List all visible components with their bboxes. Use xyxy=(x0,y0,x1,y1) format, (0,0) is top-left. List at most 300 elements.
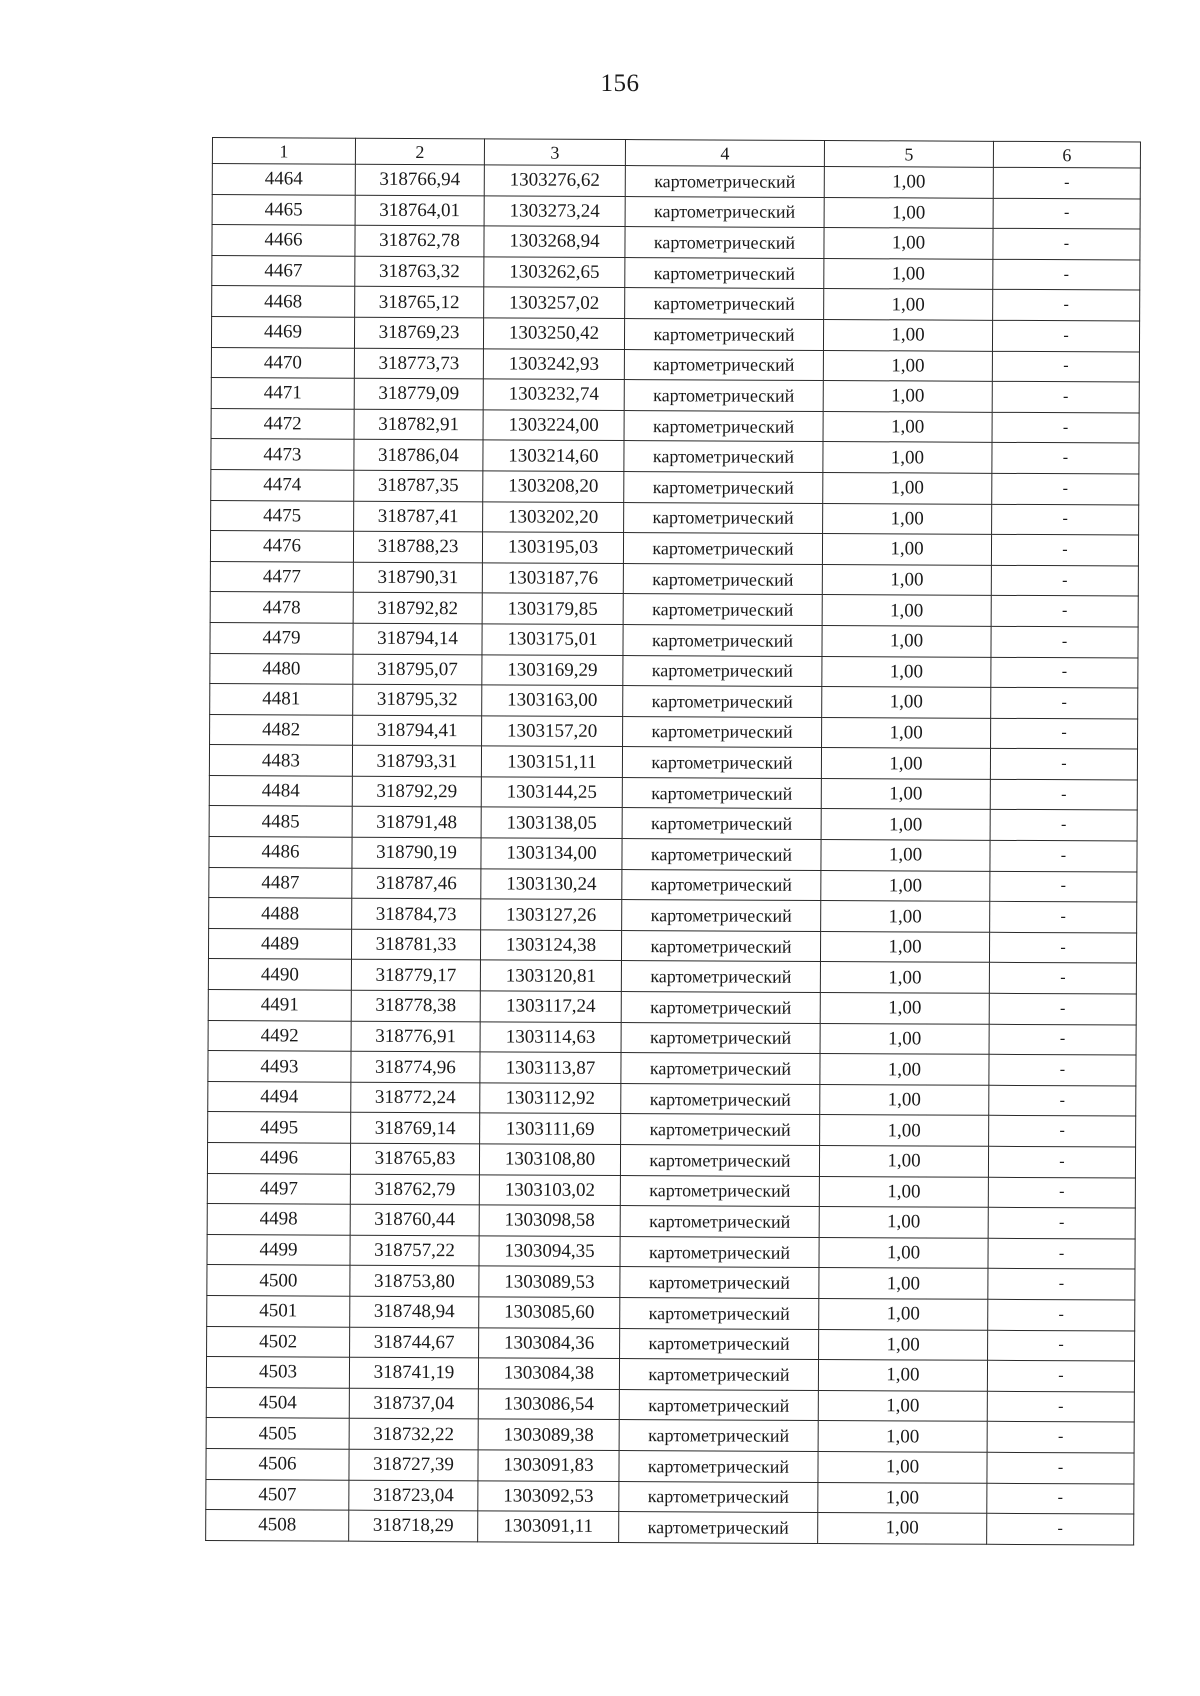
x-coordinate-cell: 318763,32 xyxy=(355,256,484,287)
x-coordinate-cell: 318784,73 xyxy=(352,898,481,929)
x-coordinate-cell: 318744,67 xyxy=(350,1327,479,1358)
accuracy-cell: 1,00 xyxy=(819,1145,988,1176)
accuracy-cell: 1,00 xyxy=(823,503,992,534)
y-coordinate-cell: 1303111,69 xyxy=(480,1113,621,1144)
method-cell: картометрический xyxy=(619,1481,818,1513)
x-coordinate-cell: 318774,96 xyxy=(351,1051,480,1082)
y-coordinate-cell: 1303224,00 xyxy=(483,410,624,441)
note-cell: - xyxy=(991,565,1138,596)
x-coordinate-cell: 318764,01 xyxy=(355,195,484,226)
table-row xyxy=(207,1295,1135,1330)
note-cell: - xyxy=(991,534,1138,565)
column-header: 1 xyxy=(212,138,355,165)
x-coordinate-cell: 318769,14 xyxy=(351,1113,480,1144)
accuracy-cell: 1,00 xyxy=(820,993,989,1024)
method-cell: картометрический xyxy=(620,1206,819,1238)
table-row xyxy=(207,1234,1135,1269)
point-number-cell: 4488 xyxy=(209,898,352,929)
y-coordinate-cell: 1303098,58 xyxy=(479,1205,620,1236)
x-coordinate-cell: 318778,38 xyxy=(351,990,480,1021)
point-number-cell: 4497 xyxy=(207,1173,350,1204)
x-coordinate-cell: 318781,33 xyxy=(351,929,480,960)
method-cell: картометрический xyxy=(625,166,824,198)
y-coordinate-cell: 1303151,11 xyxy=(481,746,622,777)
point-number-cell: 4496 xyxy=(207,1142,350,1173)
table-row xyxy=(208,1081,1136,1116)
method-cell: картометрический xyxy=(619,1512,818,1544)
accuracy-cell: 1,00 xyxy=(823,472,992,503)
table-row xyxy=(212,194,1140,229)
method-cell: картометрический xyxy=(621,1022,820,1054)
method-cell: картометрический xyxy=(622,808,821,840)
y-coordinate-cell: 1303117,24 xyxy=(480,991,621,1022)
note-cell: - xyxy=(988,1299,1135,1330)
table-row xyxy=(211,408,1139,443)
y-coordinate-cell: 1303084,38 xyxy=(478,1358,619,1389)
table-row xyxy=(208,928,1136,963)
accuracy-cell: 1,00 xyxy=(818,1451,987,1482)
x-coordinate-cell: 318737,04 xyxy=(349,1388,478,1419)
note-cell: - xyxy=(987,1391,1134,1422)
note-cell: - xyxy=(987,1483,1134,1514)
note-cell: - xyxy=(992,443,1139,474)
method-cell: картометрический xyxy=(625,288,824,320)
y-coordinate-cell: 1303157,20 xyxy=(482,716,623,747)
point-number-cell: 4487 xyxy=(209,867,352,898)
y-coordinate-cell: 1303113,87 xyxy=(480,1052,621,1083)
note-cell: - xyxy=(988,1146,1135,1177)
y-coordinate-cell: 1303242,93 xyxy=(483,348,624,379)
table-row xyxy=(208,1112,1136,1147)
note-cell: - xyxy=(989,1116,1136,1147)
table-row xyxy=(211,316,1139,351)
method-cell: картометрический xyxy=(622,869,821,901)
table-row xyxy=(211,469,1139,504)
point-number-cell: 4508 xyxy=(206,1510,349,1541)
table-row xyxy=(212,164,1140,199)
y-coordinate-cell: 1303134,00 xyxy=(481,838,622,869)
method-cell: картометрический xyxy=(625,227,824,259)
note-cell: - xyxy=(991,687,1138,718)
note-cell: - xyxy=(993,290,1140,321)
x-coordinate-cell: 318790,19 xyxy=(352,837,481,868)
accuracy-cell: 1,00 xyxy=(822,656,991,687)
method-cell: картометрический xyxy=(624,380,823,412)
note-cell: - xyxy=(992,504,1139,535)
y-coordinate-cell: 1303262,65 xyxy=(484,257,625,288)
note-cell: - xyxy=(991,626,1138,657)
point-number-cell: 4493 xyxy=(208,1051,351,1082)
method-cell: картометрический xyxy=(623,716,822,748)
note-cell: - xyxy=(991,718,1138,749)
note-cell: - xyxy=(988,1238,1135,1269)
point-number-cell: 4506 xyxy=(206,1448,349,1479)
x-coordinate-cell: 318794,41 xyxy=(353,715,482,746)
x-coordinate-cell: 318795,07 xyxy=(353,654,482,685)
table-row xyxy=(210,653,1138,688)
x-coordinate-cell: 318760,44 xyxy=(350,1204,479,1235)
accuracy-cell: 1,00 xyxy=(820,931,989,962)
point-number-cell: 4481 xyxy=(210,684,353,715)
accuracy-cell: 1,00 xyxy=(824,289,993,320)
y-coordinate-cell: 1303091,83 xyxy=(478,1450,619,1481)
y-coordinate-cell: 1303089,53 xyxy=(479,1266,620,1297)
accuracy-cell: 1,00 xyxy=(822,717,991,748)
table-row xyxy=(206,1479,1134,1514)
point-number-cell: 4473 xyxy=(211,439,354,470)
accuracy-cell: 1,00 xyxy=(823,350,992,381)
table-row xyxy=(206,1357,1134,1392)
table-row xyxy=(207,1265,1135,1300)
method-cell: картометрический xyxy=(622,839,821,871)
point-number-cell: 4482 xyxy=(210,714,353,745)
note-cell: - xyxy=(988,1177,1135,1208)
table-body xyxy=(206,164,1141,1545)
x-coordinate-cell: 318790,31 xyxy=(353,562,482,593)
point-number-cell: 4489 xyxy=(208,928,351,959)
accuracy-cell: 1,00 xyxy=(822,595,991,626)
note-cell: - xyxy=(987,1513,1134,1544)
column-header: 6 xyxy=(993,141,1140,168)
coordinates-table xyxy=(205,137,1141,1545)
method-cell: картометрический xyxy=(621,961,820,993)
point-number-cell: 4480 xyxy=(210,653,353,684)
point-number-cell: 4465 xyxy=(212,194,355,225)
note-cell: - xyxy=(991,596,1138,627)
table-row xyxy=(207,1204,1135,1239)
accuracy-cell: 1,00 xyxy=(819,1176,988,1207)
x-coordinate-cell: 318779,17 xyxy=(351,960,480,991)
point-number-cell: 4498 xyxy=(207,1204,350,1235)
point-number-cell: 4483 xyxy=(209,745,352,776)
table-row xyxy=(211,439,1139,474)
note-cell: - xyxy=(989,1055,1136,1086)
table-row xyxy=(212,255,1140,290)
x-coordinate-cell: 318792,82 xyxy=(353,593,482,624)
x-coordinate-cell: 318762,78 xyxy=(355,225,484,256)
method-cell: картометрический xyxy=(624,349,823,381)
method-cell: картометрический xyxy=(621,1053,820,1085)
x-coordinate-cell: 318727,39 xyxy=(349,1449,478,1480)
table-row xyxy=(210,684,1138,719)
point-number-cell: 4486 xyxy=(209,837,352,868)
y-coordinate-cell: 1303120,81 xyxy=(480,960,621,991)
note-cell: - xyxy=(988,1207,1135,1238)
accuracy-cell: 1,00 xyxy=(822,564,991,595)
y-coordinate-cell: 1303124,38 xyxy=(480,930,621,961)
x-coordinate-cell: 318772,24 xyxy=(351,1082,480,1113)
note-cell: - xyxy=(990,749,1137,780)
accuracy-cell: 1,00 xyxy=(821,778,990,809)
accuracy-cell: 1,00 xyxy=(824,258,993,289)
note-cell: - xyxy=(989,932,1136,963)
column-header: 4 xyxy=(625,140,824,167)
y-coordinate-cell: 1303108,80 xyxy=(479,1144,620,1175)
point-number-cell: 4478 xyxy=(210,592,353,623)
x-coordinate-cell: 318748,94 xyxy=(350,1296,479,1327)
point-number-cell: 4501 xyxy=(207,1295,350,1326)
method-cell: картометрический xyxy=(622,777,821,809)
x-coordinate-cell: 318787,41 xyxy=(354,501,483,532)
y-coordinate-cell: 1303127,26 xyxy=(481,899,622,930)
method-cell: картометрический xyxy=(619,1420,818,1452)
accuracy-cell: 1,00 xyxy=(819,1237,988,1268)
point-number-cell: 4495 xyxy=(208,1112,351,1143)
point-number-cell: 4507 xyxy=(206,1479,349,1510)
method-cell: картометрический xyxy=(620,1236,819,1268)
accuracy-cell: 1,00 xyxy=(819,1329,988,1360)
point-number-cell: 4474 xyxy=(211,469,354,500)
table-row xyxy=(211,347,1139,382)
method-cell: картометрический xyxy=(624,502,823,534)
x-coordinate-cell: 318793,31 xyxy=(352,745,481,776)
accuracy-cell: 1,00 xyxy=(818,1360,987,1391)
table-row xyxy=(209,867,1137,902)
y-coordinate-cell: 1303089,38 xyxy=(478,1419,619,1450)
table-row xyxy=(208,1020,1136,1055)
table-row xyxy=(211,378,1139,413)
note-cell: - xyxy=(988,1330,1135,1361)
accuracy-cell: 1,00 xyxy=(822,625,991,656)
table-row xyxy=(212,286,1140,321)
note-cell: - xyxy=(990,810,1137,841)
method-cell: картометрический xyxy=(621,992,820,1024)
x-coordinate-cell: 318786,04 xyxy=(354,440,483,471)
y-coordinate-cell: 1303130,24 xyxy=(481,868,622,899)
y-coordinate-cell: 1303092,53 xyxy=(478,1480,619,1511)
x-coordinate-cell: 318794,14 xyxy=(353,623,482,654)
point-number-cell: 4469 xyxy=(211,316,354,347)
accuracy-cell: 1,00 xyxy=(823,319,992,350)
accuracy-cell: 1,00 xyxy=(819,1298,988,1329)
method-cell: картометрический xyxy=(624,410,823,442)
accuracy-cell: 1,00 xyxy=(818,1390,987,1421)
note-cell: - xyxy=(993,198,1140,229)
x-coordinate-cell: 318787,46 xyxy=(352,868,481,899)
accuracy-cell: 1,00 xyxy=(824,197,993,228)
note-cell: - xyxy=(992,351,1139,382)
point-number-cell: 4504 xyxy=(206,1387,349,1418)
table-row xyxy=(210,714,1138,749)
accuracy-cell: 1,00 xyxy=(822,534,991,565)
point-number-cell: 4470 xyxy=(211,347,354,378)
y-coordinate-cell: 1303187,76 xyxy=(482,563,623,594)
x-coordinate-cell: 318723,04 xyxy=(349,1480,478,1511)
note-cell: - xyxy=(989,963,1136,994)
x-coordinate-cell: 318757,22 xyxy=(350,1235,479,1266)
table-row xyxy=(207,1326,1135,1361)
x-coordinate-cell: 318732,22 xyxy=(349,1419,478,1450)
x-coordinate-cell: 318741,19 xyxy=(349,1357,478,1388)
method-cell: картометрический xyxy=(623,686,822,718)
accuracy-cell: 1,00 xyxy=(823,381,992,412)
method-cell: картометрический xyxy=(623,563,822,595)
y-coordinate-cell: 1303169,29 xyxy=(482,654,623,685)
method-cell: картометрический xyxy=(621,1114,820,1146)
point-number-cell: 4499 xyxy=(207,1234,350,1265)
y-coordinate-cell: 1303179,85 xyxy=(482,593,623,624)
x-coordinate-cell: 318779,09 xyxy=(354,378,483,409)
method-cell: картометрический xyxy=(622,747,821,779)
y-coordinate-cell: 1303195,03 xyxy=(482,532,623,563)
method-cell: картометрический xyxy=(620,1267,819,1299)
x-coordinate-cell: 318795,32 xyxy=(353,684,482,715)
y-coordinate-cell: 1303103,02 xyxy=(479,1174,620,1205)
x-coordinate-cell: 318762,79 xyxy=(350,1174,479,1205)
note-cell: - xyxy=(993,259,1140,290)
method-cell: картометрический xyxy=(624,471,823,503)
accuracy-cell: 1,00 xyxy=(823,411,992,442)
x-coordinate-cell: 318792,29 xyxy=(352,776,481,807)
point-number-cell: 4494 xyxy=(208,1081,351,1112)
point-number-cell: 4492 xyxy=(208,1020,351,1051)
x-coordinate-cell: 318773,73 xyxy=(354,348,483,379)
method-cell: картометрический xyxy=(621,1083,820,1115)
y-coordinate-cell: 1303112,92 xyxy=(480,1083,621,1114)
method-cell: картометрический xyxy=(623,655,822,687)
accuracy-cell: 1,00 xyxy=(820,962,989,993)
x-coordinate-cell: 318753,80 xyxy=(350,1266,479,1297)
accuracy-cell: 1,00 xyxy=(819,1268,988,1299)
x-coordinate-cell: 318791,48 xyxy=(352,807,481,838)
y-coordinate-cell: 1303273,24 xyxy=(484,195,625,226)
x-coordinate-cell: 318766,94 xyxy=(355,164,484,195)
point-number-cell: 4479 xyxy=(210,622,353,653)
method-cell: картометрический xyxy=(620,1328,819,1360)
point-number-cell: 4505 xyxy=(206,1418,349,1449)
point-number-cell: 4502 xyxy=(207,1326,350,1357)
y-coordinate-cell: 1303138,05 xyxy=(481,807,622,838)
point-number-cell: 4466 xyxy=(212,225,355,256)
x-coordinate-cell: 318765,83 xyxy=(350,1143,479,1174)
note-cell: - xyxy=(993,229,1140,260)
y-coordinate-cell: 1303091,11 xyxy=(478,1511,619,1542)
method-cell: картометрический xyxy=(619,1359,818,1391)
table-row xyxy=(209,775,1137,810)
point-number-cell: 4485 xyxy=(209,806,352,837)
y-coordinate-cell: 1303094,35 xyxy=(479,1236,620,1267)
method-cell: картометрический xyxy=(623,533,822,565)
method-cell: картометрический xyxy=(625,196,824,228)
point-number-cell: 4477 xyxy=(210,561,353,592)
method-cell: картометрический xyxy=(625,257,824,289)
table-row xyxy=(209,837,1137,872)
accuracy-cell: 1,00 xyxy=(821,840,990,871)
note-cell: - xyxy=(987,1452,1134,1483)
point-number-cell: 4500 xyxy=(207,1265,350,1296)
y-coordinate-cell: 1303085,60 xyxy=(479,1297,620,1328)
table-row xyxy=(207,1173,1135,1208)
y-coordinate-cell: 1303276,62 xyxy=(484,165,625,196)
y-coordinate-cell: 1303144,25 xyxy=(481,777,622,808)
accuracy-cell: 1,00 xyxy=(818,1482,987,1513)
table-row xyxy=(206,1448,1134,1483)
method-cell: картометрический xyxy=(623,624,822,656)
y-coordinate-cell: 1303202,20 xyxy=(483,501,624,532)
note-cell: - xyxy=(992,381,1139,412)
note-cell: - xyxy=(991,657,1138,688)
accuracy-cell: 1,00 xyxy=(824,228,993,259)
page-number: 156 xyxy=(600,70,640,97)
accuracy-cell: 1,00 xyxy=(821,748,990,779)
y-coordinate-cell: 1303208,20 xyxy=(483,471,624,502)
table-row xyxy=(209,898,1137,933)
accuracy-cell: 1,00 xyxy=(820,1023,989,1054)
x-coordinate-cell: 318782,91 xyxy=(354,409,483,440)
accuracy-cell: 1,00 xyxy=(821,870,990,901)
point-number-cell: 4503 xyxy=(206,1357,349,1388)
table-row xyxy=(208,990,1136,1025)
accuracy-cell: 1,00 xyxy=(821,809,990,840)
point-number-cell: 4484 xyxy=(209,775,352,806)
point-number-cell: 4467 xyxy=(212,255,355,286)
y-coordinate-cell: 1303163,00 xyxy=(482,685,623,716)
x-coordinate-cell: 318765,12 xyxy=(355,287,484,318)
y-coordinate-cell: 1303114,63 xyxy=(480,1021,621,1052)
method-cell: картометрический xyxy=(619,1450,818,1482)
method-cell: картометрический xyxy=(620,1175,819,1207)
accuracy-cell: 1,00 xyxy=(823,442,992,473)
note-cell: - xyxy=(989,1024,1136,1055)
accuracy-cell: 1,00 xyxy=(818,1513,987,1544)
accuracy-cell: 1,00 xyxy=(820,1115,989,1146)
method-cell: картометрический xyxy=(619,1389,818,1421)
x-coordinate-cell: 318769,23 xyxy=(354,317,483,348)
point-number-cell: 4468 xyxy=(212,286,355,317)
accuracy-cell: 1,00 xyxy=(820,1054,989,1085)
point-number-cell: 4490 xyxy=(208,959,351,990)
note-cell: - xyxy=(990,871,1137,902)
x-coordinate-cell: 318788,23 xyxy=(353,531,482,562)
column-header: 5 xyxy=(824,140,993,167)
table-row xyxy=(209,745,1137,780)
column-header: 3 xyxy=(484,139,625,166)
accuracy-cell: 1,00 xyxy=(821,901,990,932)
table-row xyxy=(206,1387,1134,1422)
note-cell: - xyxy=(993,167,1140,198)
method-cell: картометрический xyxy=(622,900,821,932)
x-coordinate-cell: 318718,29 xyxy=(349,1510,478,1541)
method-cell: картометрический xyxy=(624,441,823,473)
table-row xyxy=(211,500,1139,535)
point-number-cell: 4471 xyxy=(211,378,354,409)
y-coordinate-cell: 1303257,02 xyxy=(484,287,625,318)
note-cell: - xyxy=(990,902,1137,933)
point-number-cell: 4472 xyxy=(211,408,354,439)
accuracy-cell: 1,00 xyxy=(820,1084,989,1115)
method-cell: картометрический xyxy=(623,594,822,626)
table-row xyxy=(210,622,1138,657)
column-header: 2 xyxy=(355,138,484,165)
y-coordinate-cell: 1303084,36 xyxy=(479,1327,620,1358)
note-cell: - xyxy=(987,1360,1134,1391)
point-number-cell: 4476 xyxy=(210,531,353,562)
note-cell: - xyxy=(990,779,1137,810)
table-row xyxy=(206,1510,1134,1545)
method-cell: картометрический xyxy=(620,1297,819,1329)
accuracy-cell: 1,00 xyxy=(818,1421,987,1452)
y-coordinate-cell: 1303250,42 xyxy=(483,318,624,349)
accuracy-cell: 1,00 xyxy=(824,166,993,197)
table-row xyxy=(210,531,1138,566)
note-cell: - xyxy=(988,1269,1135,1300)
point-number-cell: 4491 xyxy=(208,990,351,1021)
table-row xyxy=(210,592,1138,627)
y-coordinate-cell: 1303175,01 xyxy=(482,624,623,655)
x-coordinate-cell: 318776,91 xyxy=(351,1021,480,1052)
table-row xyxy=(212,225,1140,260)
note-cell: - xyxy=(989,993,1136,1024)
